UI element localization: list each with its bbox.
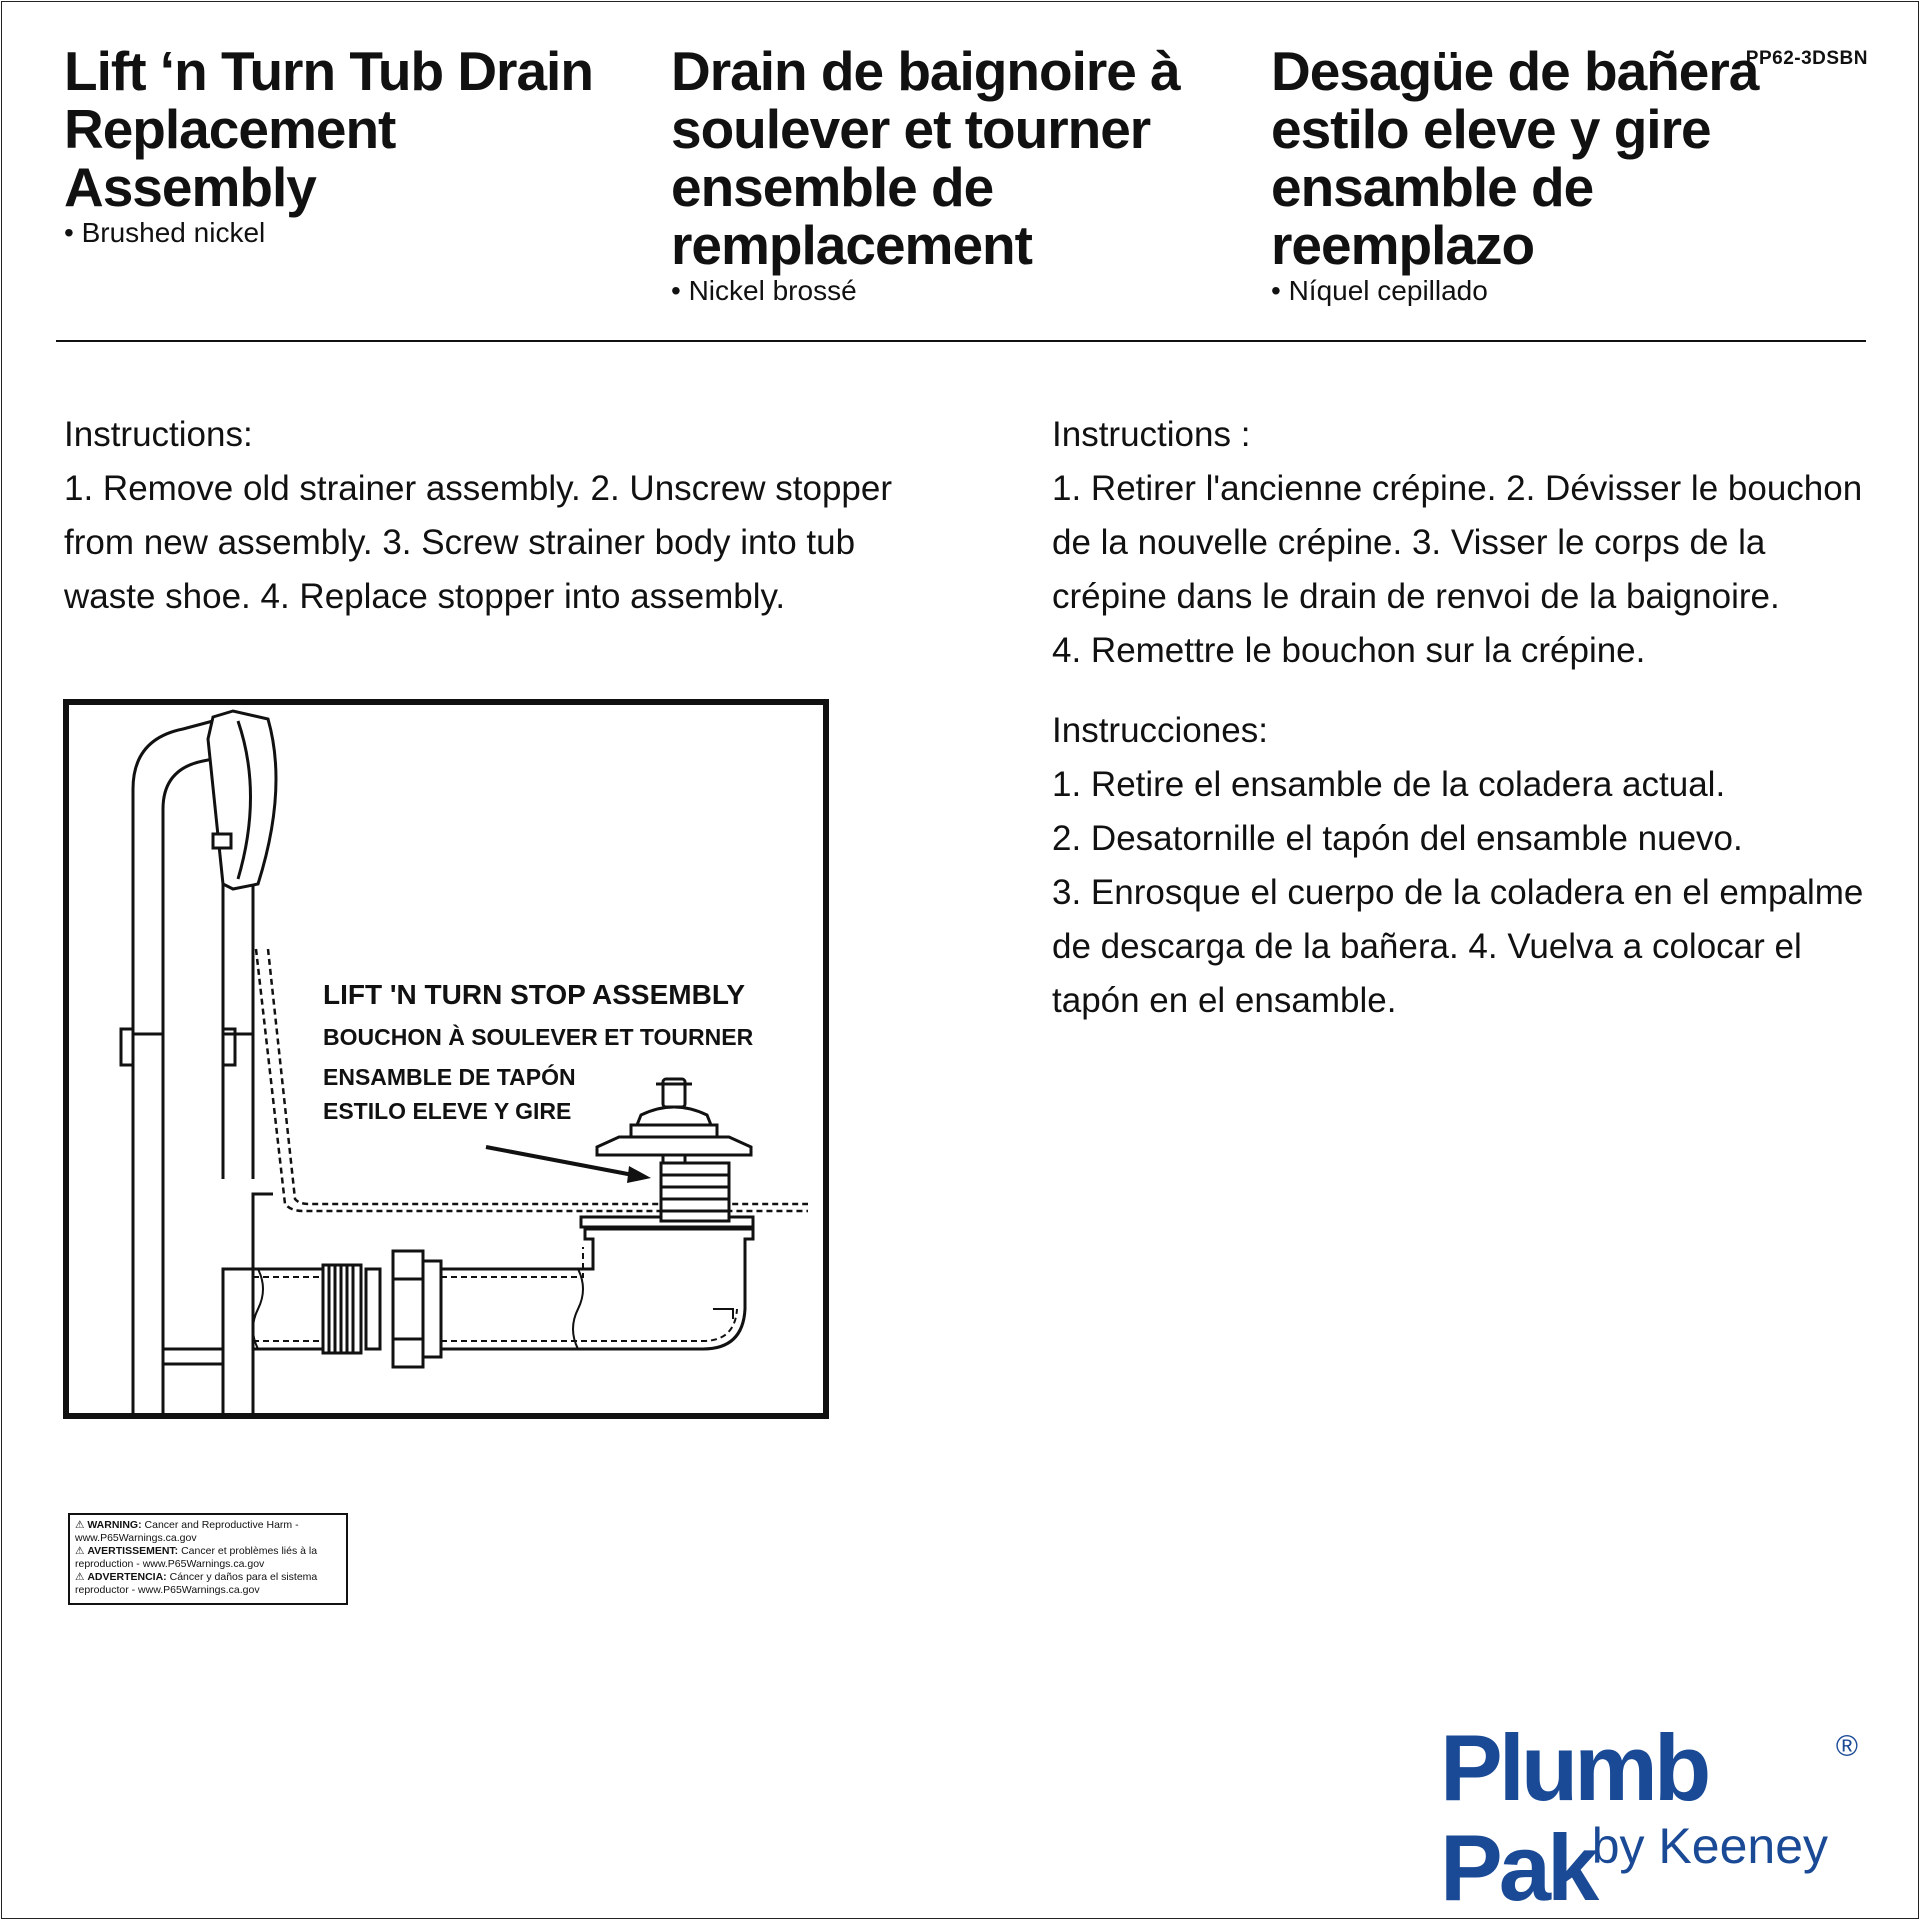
instructions-spanish-step: 2. Desatornille el tapón del ensamble nuevo. <box>1052 819 1743 858</box>
instructions-french-body-step4: 4. Remettre le bouchon sur la crépine. <box>1052 631 1646 670</box>
warning-english <box>75 1519 341 1545</box>
callout-label-spanish-line2: ESTILO ELEVE Y GIRE <box>323 1098 572 1124</box>
callout-label-french: BOUCHON À SOULEVER ET TOURNER <box>323 1024 754 1050</box>
logo-brand: Plumb Pak <box>1440 1715 1708 1920</box>
instructions-spanish <box>1052 704 1872 1028</box>
warning-triangle-icon: ⚠ <box>75 1545 85 1557</box>
title-french-text: Drain de baignoire à soulever et tourner ensemble de remplacement <box>671 40 1180 276</box>
title-french <box>671 42 1231 308</box>
title-english-text: Lift ‘n Turn Tub Drain Replacement Assembly <box>64 40 593 218</box>
logo-by-keeney: by Keeney <box>1591 1818 1828 1874</box>
warning-spanish <box>75 1571 341 1597</box>
warning-english-label: WARNING: <box>87 1519 142 1531</box>
callout-label-english: LIFT 'N TURN STOP ASSEMBLY <box>323 979 746 1010</box>
header-divider <box>56 340 1866 342</box>
warning-french <box>75 1545 341 1571</box>
logo-registered-mark: ® <box>1835 1730 1858 1763</box>
instructions-spanish-heading: Instrucciones: <box>1052 711 1268 750</box>
title-spanish <box>1271 42 1771 308</box>
warning-french-label: AVERTISSEMENT: <box>87 1545 179 1557</box>
callout-label-spanish-line1: ENSAMBLE DE TAPÓN <box>323 1064 576 1090</box>
instructions-french-body: 1. Retirer l'ancienne crépine. 2. Dévisser le bouchon de la nouvelle crépine. 3. Visser le corps de la crépine dans le drain de renvoi de la baignoire. <box>1052 469 1863 616</box>
product-sku: PP62-3DSBN <box>1745 48 1868 69</box>
finish-english: • Brushed nickel <box>64 217 266 248</box>
warning-spanish-text: Cáncer y daños para el sistema reproductor - www.P65Warnings.ca.gov <box>75 1571 318 1596</box>
instructions-spanish-step: 1. Retire el ensamble de la coladera actual. <box>1052 765 1726 804</box>
drain-assembly-diagram <box>63 699 829 1419</box>
finish-french: • Nickel brossé <box>671 275 857 306</box>
instructions-spanish-step: 3. Enrosque el cuerpo de la coladera en el empalme de descarga de la bañera. 4. Vuelva a colocar el tapón en el ensamble. <box>1052 873 1864 1020</box>
warning-english-text: Cancer and Reproductive Harm - www.P65Warnings.ca.gov <box>75 1519 299 1544</box>
diagram-border <box>66 702 826 1416</box>
instructions-english <box>64 408 944 624</box>
instructions-english-body: 1. Remove old strainer assembly. 2. Unscrew stopper from new assembly. 3. Screw strainer body into tub waste shoe. 4. Replace stopper into assembly. <box>64 469 893 616</box>
warning-triangle-icon: ⚠ <box>75 1519 85 1531</box>
plumbpak-logo <box>1440 1715 1880 1920</box>
instructions-french-heading: Instructions : <box>1052 415 1251 454</box>
title-spanish-text: Desagüe de bañera estilo eleve y gire ensamble de reemplazo <box>1271 40 1759 276</box>
finish-spanish: • Níquel cepillado <box>1271 275 1488 306</box>
instructions-english-heading: Instructions: <box>64 415 253 454</box>
warning-triangle-icon: ⚠ <box>75 1571 85 1583</box>
prop65-warning-box <box>68 1513 348 1605</box>
instructions-french <box>1052 408 1872 678</box>
title-english <box>64 42 624 250</box>
warning-french-text: Cancer et problèmes liés à la reproduction - www.P65Warnings.ca.gov <box>75 1545 318 1570</box>
warning-spanish-label: ADVERTENCIA: <box>87 1571 167 1583</box>
